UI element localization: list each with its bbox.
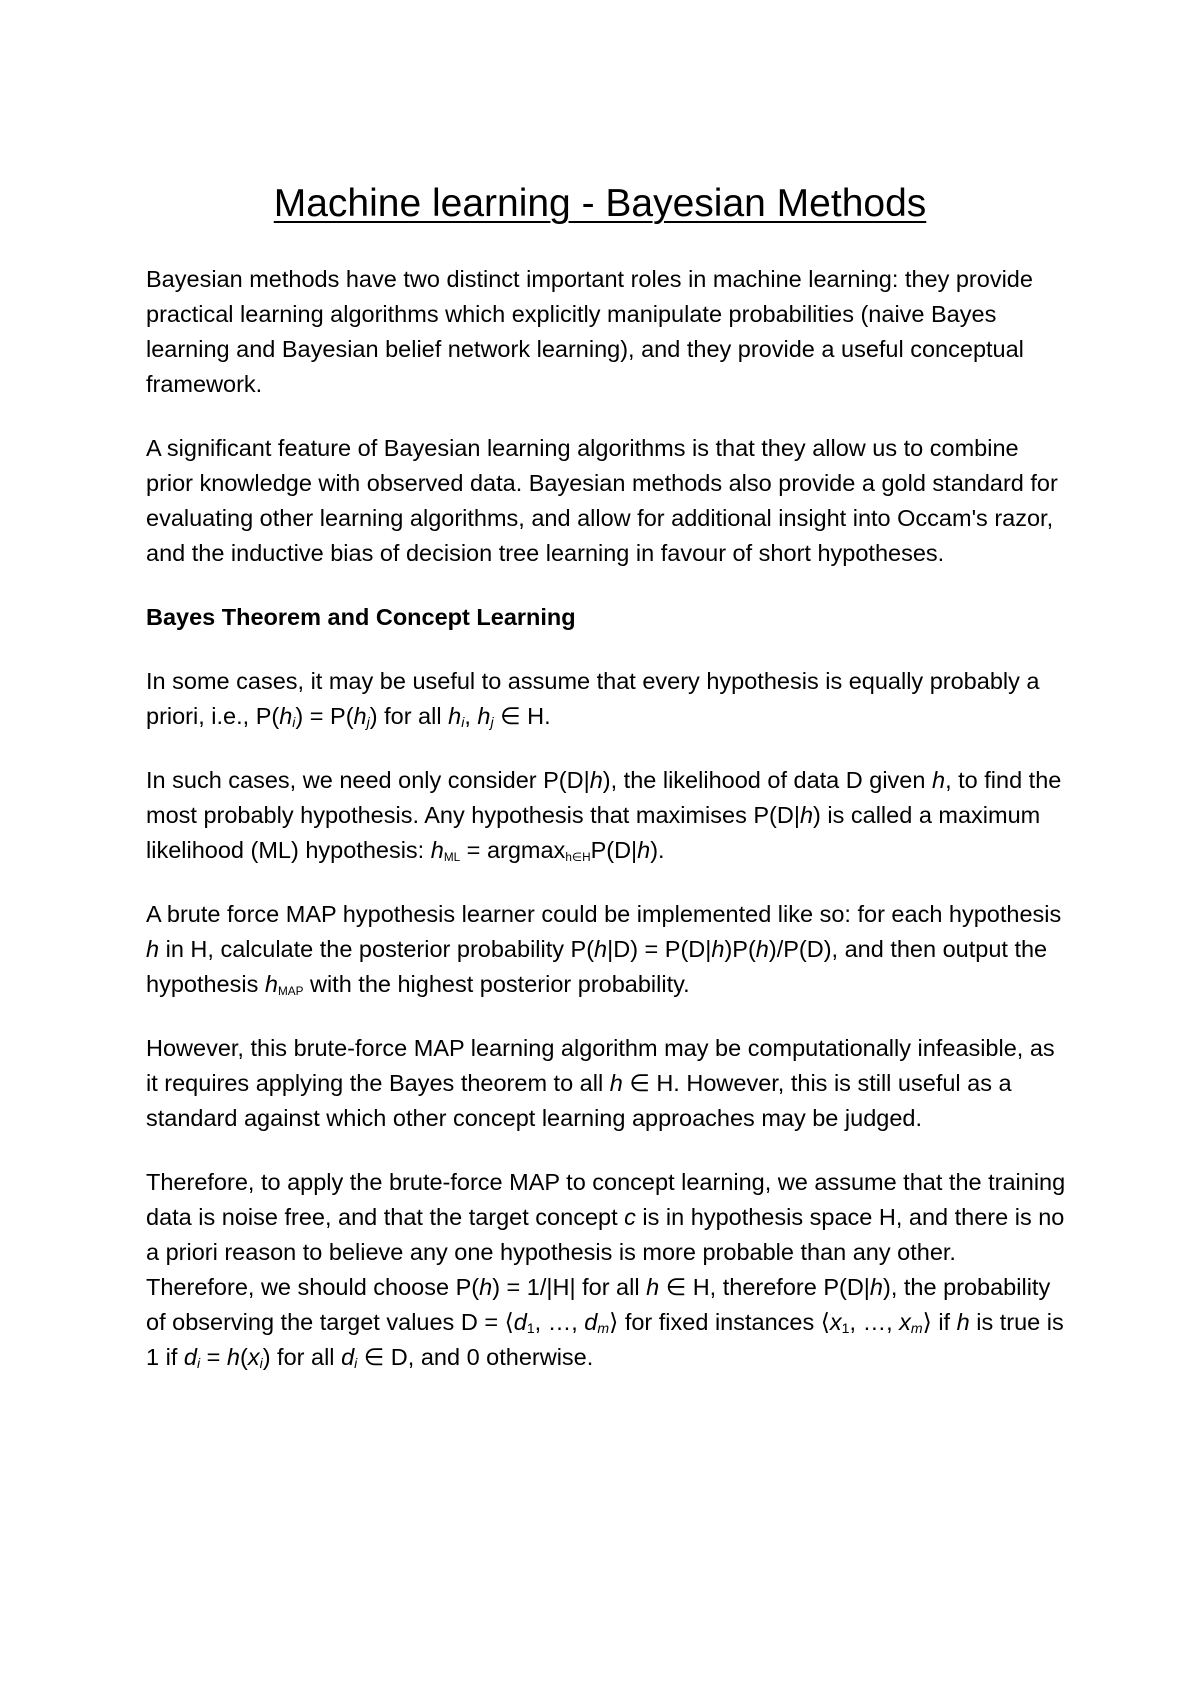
intro-paragraph: Bayesian methods have two distinct important roles in machine learning: they provide practical learning algorithms which explicitly manipulate probabilities (naive Bayes learning and Bayesian belief network learning), and they provide a useful conceptual framework. — [146, 266, 1033, 397]
likelihood-paragraph: In such cases, we need only consider P(D|h), the likelihood of data D given h, to find the most probably hypothesis. Any hypothesis that maximises P(D|h) is called a maximum likelihood (ML) hypothesis: $h_{ML} = argmax_{h\in H}P(D|h)$. — [146, 767, 1062, 864]
document-title: Machine learning - Bayesian Methods — [273, 182, 927, 225]
document-body — [146, 262, 1066, 1404]
feature-paragraph: A significant feature of Bayesian learning algorithms is that they allow us to combine prior knowledge with observed data. Bayesian methods also provide a gold standard for evaluating other learning algorithms, and allow for additional insight into Occam's razor, and the inductive bias of decision tree learning in favour of short hypotheses. — [146, 435, 1058, 566]
section-heading: Bayes Theorem and Concept Learning — [146, 604, 576, 630]
bruteforce-paragraph: A brute force MAP hypothesis learner could be implemented like so: for each hypothesis h in H, calculate the posterior probability P(h|D) = P(D|h)P(h)/P(D), and then output the hypothesis $h_{MAP}$ with the highest posterior probability. — [146, 901, 1062, 998]
priori-paragraph: In some cases, it may be useful to assume that every hypothesis is equally probably a priori, i.e., $P(h_i) = P(h_j)$ for all $h_i$, $h_j$ ∈ H. — [146, 668, 1040, 730]
therefore-paragraph: Therefore, to apply the brute-force MAP to concept learning, we assume that the training data is noise free, and that the target concept c is in hypothesis space H, and there is no a priori reason to believe any one hypothesis is more probable than any other. Therefore, we should choose P(h) = 1/|H| for all h ∈ H, therefore P(D|h), the probability of observing the target values $D = ⟨d_1$, …, $d_m⟩$ for fixed instances $⟨x_1$, …, $x_m⟩$ if h is true is 1 if $d_i = h(x_i)$ for all $d_i$ ∈ D, and 0 otherwise. — [146, 1169, 1066, 1371]
infeasible-paragraph: However, this brute-force MAP learning algorithm may be computationally infeasible, as it requires applying the Bayes theorem to all h ∈ H. However, this is still useful as a standard against which other concept learning approaches may be judged. — [146, 1035, 1055, 1131]
